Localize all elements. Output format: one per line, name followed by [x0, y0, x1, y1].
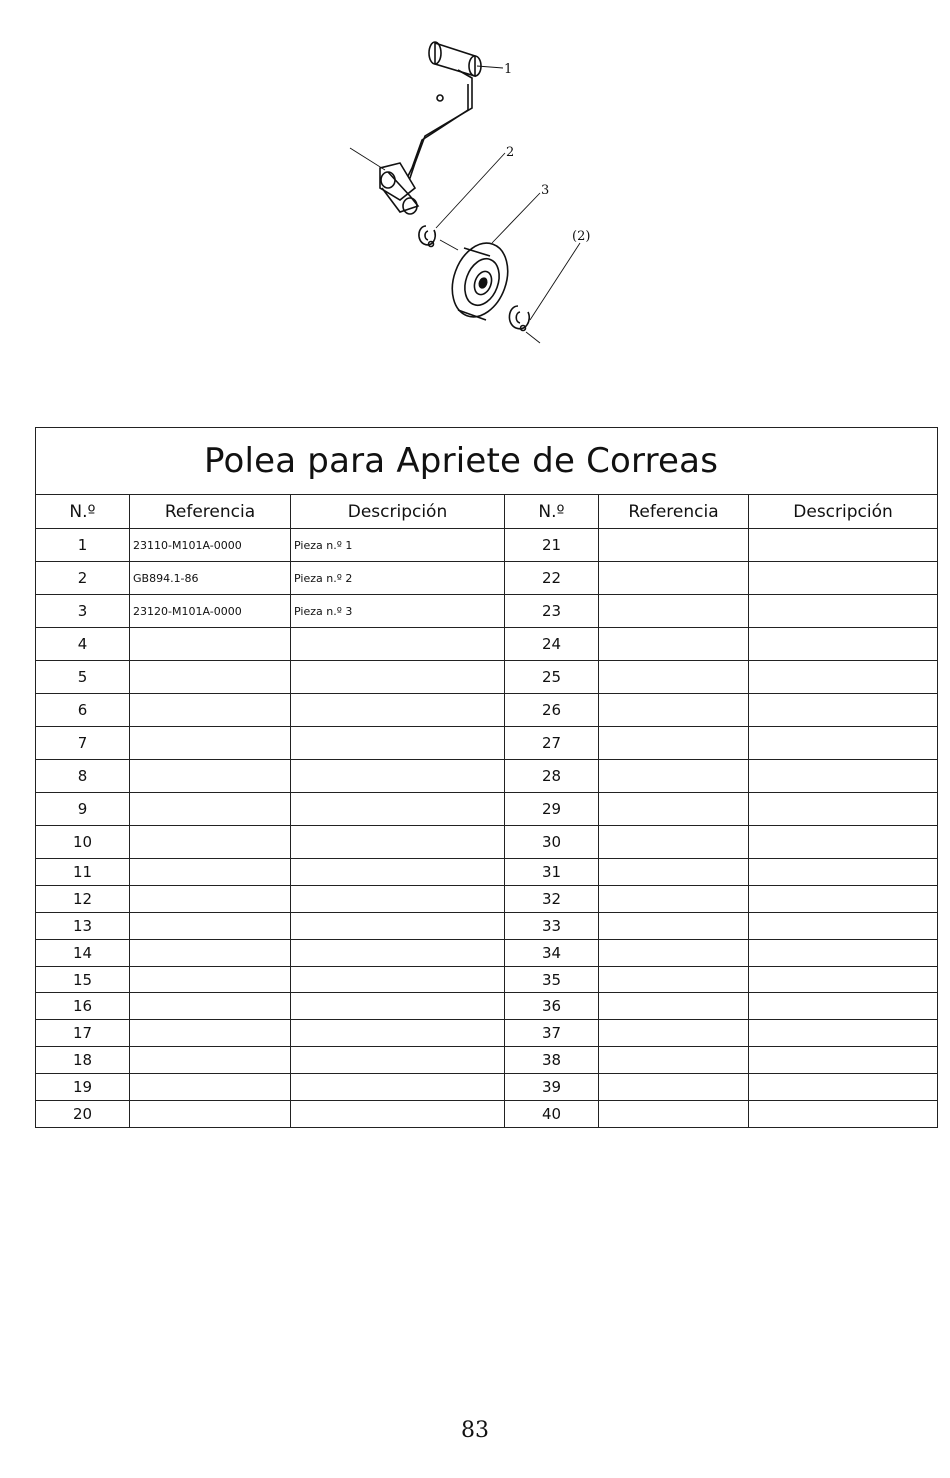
reference-cell: [130, 966, 291, 993]
row-number: 29: [505, 793, 599, 826]
description-cell: [291, 727, 505, 760]
table-row: [36, 859, 938, 886]
callout-label: 1: [504, 62, 513, 77]
row-number: 26: [505, 694, 599, 727]
reference-cell: [599, 694, 749, 727]
reference-cell: 23110-M101A-0000: [130, 529, 291, 562]
description-cell: [749, 694, 938, 727]
row-number: 31: [505, 859, 599, 886]
row-number: 39: [505, 1074, 599, 1101]
row-number: 24: [505, 628, 599, 661]
description-cell: [749, 727, 938, 760]
reference-cell: [599, 826, 749, 859]
table-row: [36, 966, 938, 993]
description-cell: [291, 966, 505, 993]
table-title: Polea para Apriete de Correas: [36, 428, 938, 495]
row-number: 37: [505, 1020, 599, 1047]
description-cell: [749, 760, 938, 793]
description-cell: [749, 793, 938, 826]
description-cell: [749, 1101, 938, 1128]
row-number: 22: [505, 562, 599, 595]
page-number: 83: [461, 1418, 489, 1443]
reference-cell: [130, 628, 291, 661]
table-row: [36, 1074, 938, 1101]
reference-cell: [130, 661, 291, 694]
row-number: 11: [36, 859, 130, 886]
description-cell: [749, 885, 938, 912]
row-number: 16: [36, 993, 130, 1020]
column-header-description: Descripción: [291, 495, 505, 529]
row-number: 35: [505, 966, 599, 993]
row-number: 34: [505, 939, 599, 966]
table-row: [36, 885, 938, 912]
row-number: 23: [505, 595, 599, 628]
row-number: 13: [36, 912, 130, 939]
table-row: [36, 793, 938, 826]
description-cell: [291, 826, 505, 859]
description-cell: [749, 1047, 938, 1074]
callout-label: 3: [541, 183, 550, 198]
description-cell: [291, 628, 505, 661]
column-header-reference: Referencia: [130, 495, 291, 529]
table-header-row: [36, 495, 938, 529]
row-number: 28: [505, 760, 599, 793]
table-row: [36, 1101, 938, 1128]
description-cell: [749, 993, 938, 1020]
row-number: 9: [36, 793, 130, 826]
table-row: [36, 694, 938, 727]
description-cell: [749, 529, 938, 562]
row-number: 30: [505, 826, 599, 859]
description-cell: [291, 1101, 505, 1128]
reference-cell: GB894.1-86: [130, 562, 291, 595]
description-cell: [749, 1020, 938, 1047]
table-row: [36, 826, 938, 859]
description-cell: [749, 628, 938, 661]
table-row: [36, 1020, 938, 1047]
row-number: 40: [505, 1101, 599, 1128]
description-cell: [749, 661, 938, 694]
table-row: [36, 595, 938, 628]
row-number: 21: [505, 529, 599, 562]
description-cell: Pieza n.º 2: [291, 562, 505, 595]
table-row: [36, 1047, 938, 1074]
table-row: [36, 628, 938, 661]
table-row: [36, 661, 938, 694]
reference-cell: [599, 628, 749, 661]
reference-cell: [130, 939, 291, 966]
row-number: 6: [36, 694, 130, 727]
row-number: 8: [36, 760, 130, 793]
description-cell: [749, 562, 938, 595]
row-number: 36: [505, 993, 599, 1020]
description-cell: [291, 885, 505, 912]
column-header-reference: Referencia: [599, 495, 749, 529]
row-number: 32: [505, 885, 599, 912]
row-number: 25: [505, 661, 599, 694]
reference-cell: [599, 939, 749, 966]
reference-cell: [599, 1101, 749, 1128]
reference-cell: [599, 1074, 749, 1101]
row-number: 3: [36, 595, 130, 628]
table-row: [36, 939, 938, 966]
description-cell: [291, 912, 505, 939]
reference-cell: [599, 1020, 749, 1047]
description-cell: Pieza n.º 3: [291, 595, 505, 628]
description-cell: [291, 1047, 505, 1074]
reference-cell: [599, 793, 749, 826]
table-row: [36, 912, 938, 939]
description-cell: [291, 694, 505, 727]
row-number: 14: [36, 939, 130, 966]
description-cell: Pieza n.º 1: [291, 529, 505, 562]
row-number: 33: [505, 912, 599, 939]
column-header-number: N.º: [505, 495, 599, 529]
callout-label: (2): [572, 229, 591, 244]
description-cell: [749, 939, 938, 966]
reference-cell: [130, 694, 291, 727]
reference-cell: [599, 595, 749, 628]
reference-cell: [130, 885, 291, 912]
table-row: [36, 727, 938, 760]
row-number: 19: [36, 1074, 130, 1101]
column-header-description: Descripción: [749, 495, 938, 529]
description-cell: [291, 793, 505, 826]
reference-cell: [130, 1101, 291, 1128]
reference-cell: [599, 1047, 749, 1074]
row-number: 20: [36, 1101, 130, 1128]
description-cell: [291, 1074, 505, 1101]
reference-cell: [130, 793, 291, 826]
clip-part: [419, 226, 435, 247]
description-cell: [749, 912, 938, 939]
reference-cell: [599, 859, 749, 886]
row-number: 2: [36, 562, 130, 595]
table-row: [36, 993, 938, 1020]
reference-cell: [130, 1047, 291, 1074]
shaft-arm-part: [380, 42, 481, 214]
callout-label: 2: [506, 145, 515, 160]
row-number: 18: [36, 1047, 130, 1074]
reference-cell: 23120-M101A-0000: [130, 595, 291, 628]
description-cell: [749, 966, 938, 993]
reference-cell: [599, 966, 749, 993]
reference-cell: [130, 1020, 291, 1047]
reference-cell: [599, 993, 749, 1020]
row-number: 15: [36, 966, 130, 993]
description-cell: [291, 939, 505, 966]
table-row: [36, 529, 938, 562]
description-cell: [291, 661, 505, 694]
description-cell: [291, 859, 505, 886]
reference-cell: [599, 912, 749, 939]
table-row: [36, 760, 938, 793]
reference-cell: [130, 993, 291, 1020]
parts-diagram: [340, 28, 610, 348]
reference-cell: [599, 562, 749, 595]
row-number: 12: [36, 885, 130, 912]
row-number: 1: [36, 529, 130, 562]
row-number: 10: [36, 826, 130, 859]
description-cell: [749, 595, 938, 628]
row-number: 38: [505, 1047, 599, 1074]
column-header-number: N.º: [36, 495, 130, 529]
parts-table: [35, 427, 938, 1128]
reference-cell: [599, 529, 749, 562]
reference-cell: [599, 661, 749, 694]
description-cell: [749, 859, 938, 886]
pulley-part: [443, 235, 518, 324]
description-cell: [749, 826, 938, 859]
row-number: 7: [36, 727, 130, 760]
reference-cell: [130, 912, 291, 939]
description-cell: [291, 993, 505, 1020]
description-cell: [291, 1020, 505, 1047]
clip-part-repeat: [509, 306, 529, 331]
reference-cell: [599, 727, 749, 760]
reference-cell: [130, 826, 291, 859]
row-number: 4: [36, 628, 130, 661]
row-number: 17: [36, 1020, 130, 1047]
row-number: 5: [36, 661, 130, 694]
reference-cell: [599, 885, 749, 912]
row-number: 27: [505, 727, 599, 760]
table-row: [36, 562, 938, 595]
reference-cell: [130, 727, 291, 760]
reference-cell: [599, 760, 749, 793]
description-cell: [749, 1074, 938, 1101]
reference-cell: [130, 859, 291, 886]
reference-cell: [130, 760, 291, 793]
reference-cell: [130, 1074, 291, 1101]
description-cell: [291, 760, 505, 793]
